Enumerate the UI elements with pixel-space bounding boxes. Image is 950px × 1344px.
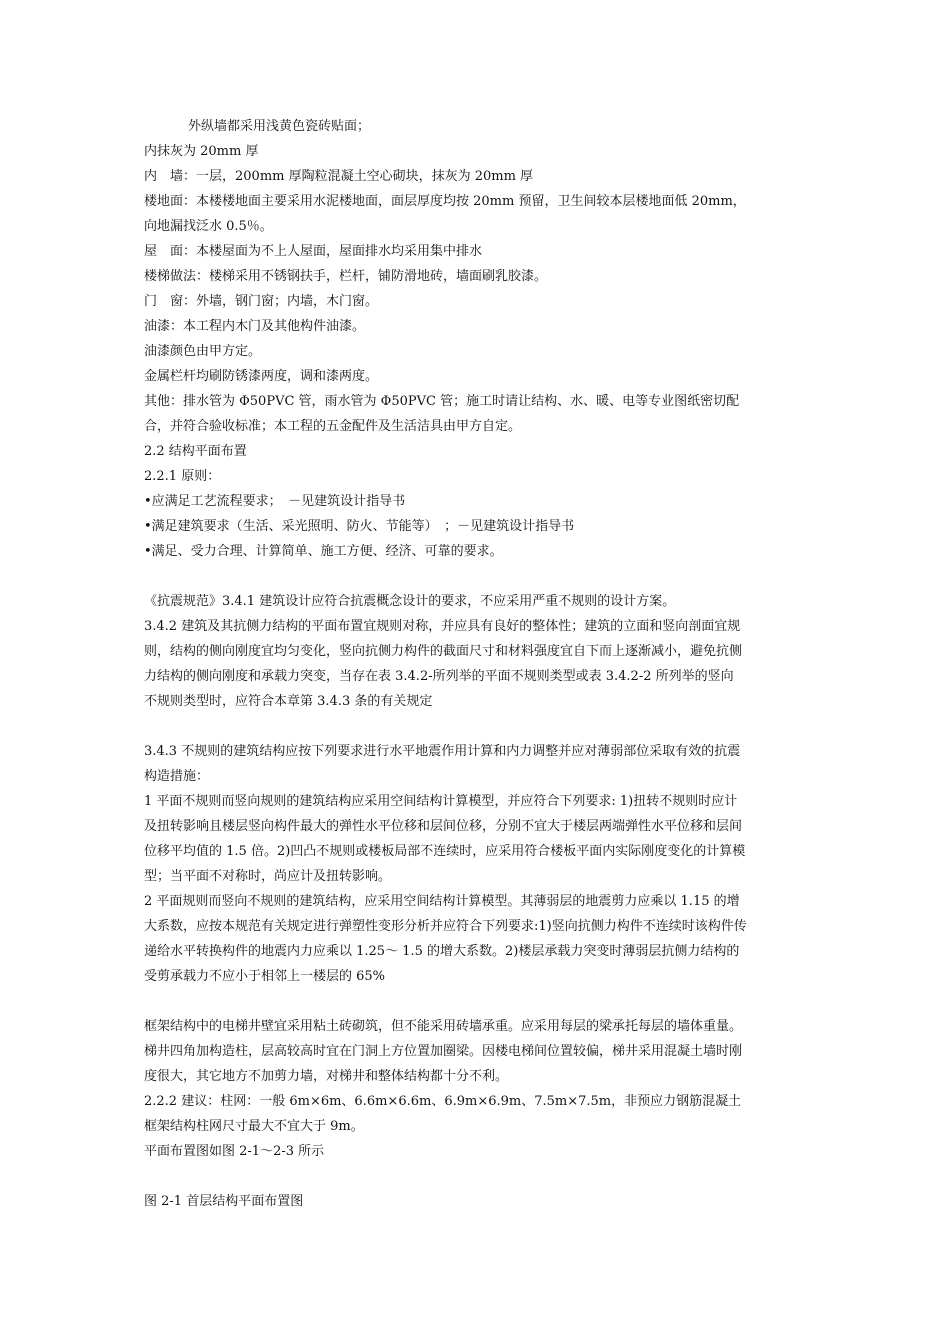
text-line: 2 平面规则而竖向不规则的建筑结构，应采用空间结构计算模型。其薄弱层的地震剪力应乘以 1.15 的增 [144,894,740,909]
text-line: 其他：排水管为 Φ50PVC 管，雨水管为 Φ50PVC 管；施工时请让结构、水、暖、电等专业图纸密切配 [144,394,740,409]
text-line: 1 平面不规则而竖向规则的建筑结构应采用空间结构计算模型，并应符合下列要求: 1)扭转不规则时应计 [144,794,738,809]
text-line: 屋 面：本楼屋面为不上人屋面，屋面排水均采用集中排水 [144,244,483,259]
text-line: •满足、受力合理、计算简单、施工方便、经济、可靠的要求。 [144,544,503,559]
text-line: •满足建筑要求（生活、采光照明、防火、节能等） ；－见建筑设计指导书 [144,519,575,534]
text-line: 型；当平面不对称时，尚应计及扭转影响。 [144,869,392,884]
paragraph-gap [144,1164,812,1189]
text-line: 楼地面：本楼楼地面主要采用水泥楼地面，面层厚度均按 20mm 预留，卫生间较本层楼地面低 20mm， [144,194,746,209]
paragraph-gap [144,714,812,739]
text-line: 3.4.2 建筑及其抗侧力结构的平面布置宜规则对称，并应具有良好的整体性；建筑的立面和竖向剖面宜规 [144,619,741,634]
text-line: 2.2.2 建议：柱网：一般 6m×6m、6.6m×6.6m、6.9m×6.9m、7.5m×7.5m，非预应力钢筋混凝土 [144,1094,742,1109]
text-line: 度很大，其它地方不加剪力墙，对梯井和整体结构都十分不利。 [144,1069,509,1084]
text-line: 内 墙：一层，200mm 厚陶粒混凝土空心砌块，抹灰为 20mm 厚 [144,169,534,184]
text-line: 框架结构柱网尺寸最大不宜大于 9m。 [144,1119,364,1134]
document-page [144,114,812,1214]
text-line: 油漆：本工程内木门及其他构件油漆。 [144,319,366,334]
text-line: 金属栏杆均刷防锈漆两度，调和漆两度。 [144,369,379,384]
text-line: 力结构的侧向刚度和承载力突变，当存在表 3.4.2-所列举的平面不规则类型或表 3.4.2-2 所列举的竖向 [144,669,734,684]
text-line: 《抗震规范》3.4.1 建筑设计应符合抗震概念设计的要求，不应采用严重不规则的设计方案。 [144,594,676,609]
text-line: 位移平均值的 1.5 倍。2)凹凸不规则或楼板局部不连续时，应采用符合楼板平面内实际刚度变化的计算模 [144,844,746,859]
paragraph-gap [144,564,812,589]
text-line: 外纵墙都采用浅黄色瓷砖贴面； [188,119,371,134]
text-line: 不规则类型时，应符合本章第 3.4.3 条的有关规定 [144,694,433,709]
paragraph-gap [144,989,812,1014]
text-line: 内抹灰为 20mm 厚 [144,144,259,159]
text-line: 2.2.1 原则： [144,469,221,484]
text-line: 合，并符合验收标准；本工程的五金配件及生活洁具由甲方自定。 [144,419,522,434]
text-line: •应满足工艺流程要求； －见建筑设计指导书 [144,494,406,509]
text-line: 平面布置图如图 2-1～2-3 所示 [144,1144,325,1159]
text-line: 门 窗：外墙，钢门窗；内墙，木门窗。 [144,294,379,309]
text-line: 楼梯做法：楼梯采用不锈钢扶手，栏杆，铺防滑地砖，墙面刷乳胶漆。 [144,269,548,284]
text-line: 则，结构的侧向刚度宜均匀变化，竖向抗侧力构件的截面尺寸和材料强度宜自下而上逐渐减小，避免抗侧 [144,644,743,659]
text-line: 油漆颜色由甲方定。 [144,344,262,359]
text-line: 3.4.3 不规则的建筑结构应按下列要求进行水平地震作用计算和内力调整并应对薄弱部位采取有效的抗震 [144,744,741,759]
text-line: 及扭转影响且楼层竖向构件最大的弹性水平位移和层间位移，分别不宜大于楼层两端弹性水平位移和层间 [144,819,743,834]
text-line: 2.2 结构平面布置 [144,444,247,459]
text-line: 向地漏找泛水 0.5％。 [144,219,273,234]
text-line: 图 2-1 首层结构平面布置图 [144,1194,304,1209]
text-line: 框架结构中的电梯井壁宜采用粘土砖砌筑，但不能采用砖墙承重。应采用每层的梁承托每层的墙体重量。 [144,1019,743,1034]
text-line: 大系数，应按本规范有关规定进行弹塑性变形分析并应符合下列要求:1)竖向抗侧力构件不连续时该构件传 [144,919,747,934]
text-line: 构造措施： [144,769,210,784]
text-line: 受剪承载力不应小于相邻上一楼层的 65% [144,969,386,984]
text-line: 梯井四角加构造柱，层高较高时宜在门洞上方位置加圈梁。因楼电梯间位置较偏，梯井采用混凝土墙时刚 [144,1044,743,1059]
text-line: 递给水平转换构件的地震内力应乘以 1.25～ 1.5 的增大系数。2)楼层承载力突变时薄弱层抗侧力结构的 [144,944,740,959]
